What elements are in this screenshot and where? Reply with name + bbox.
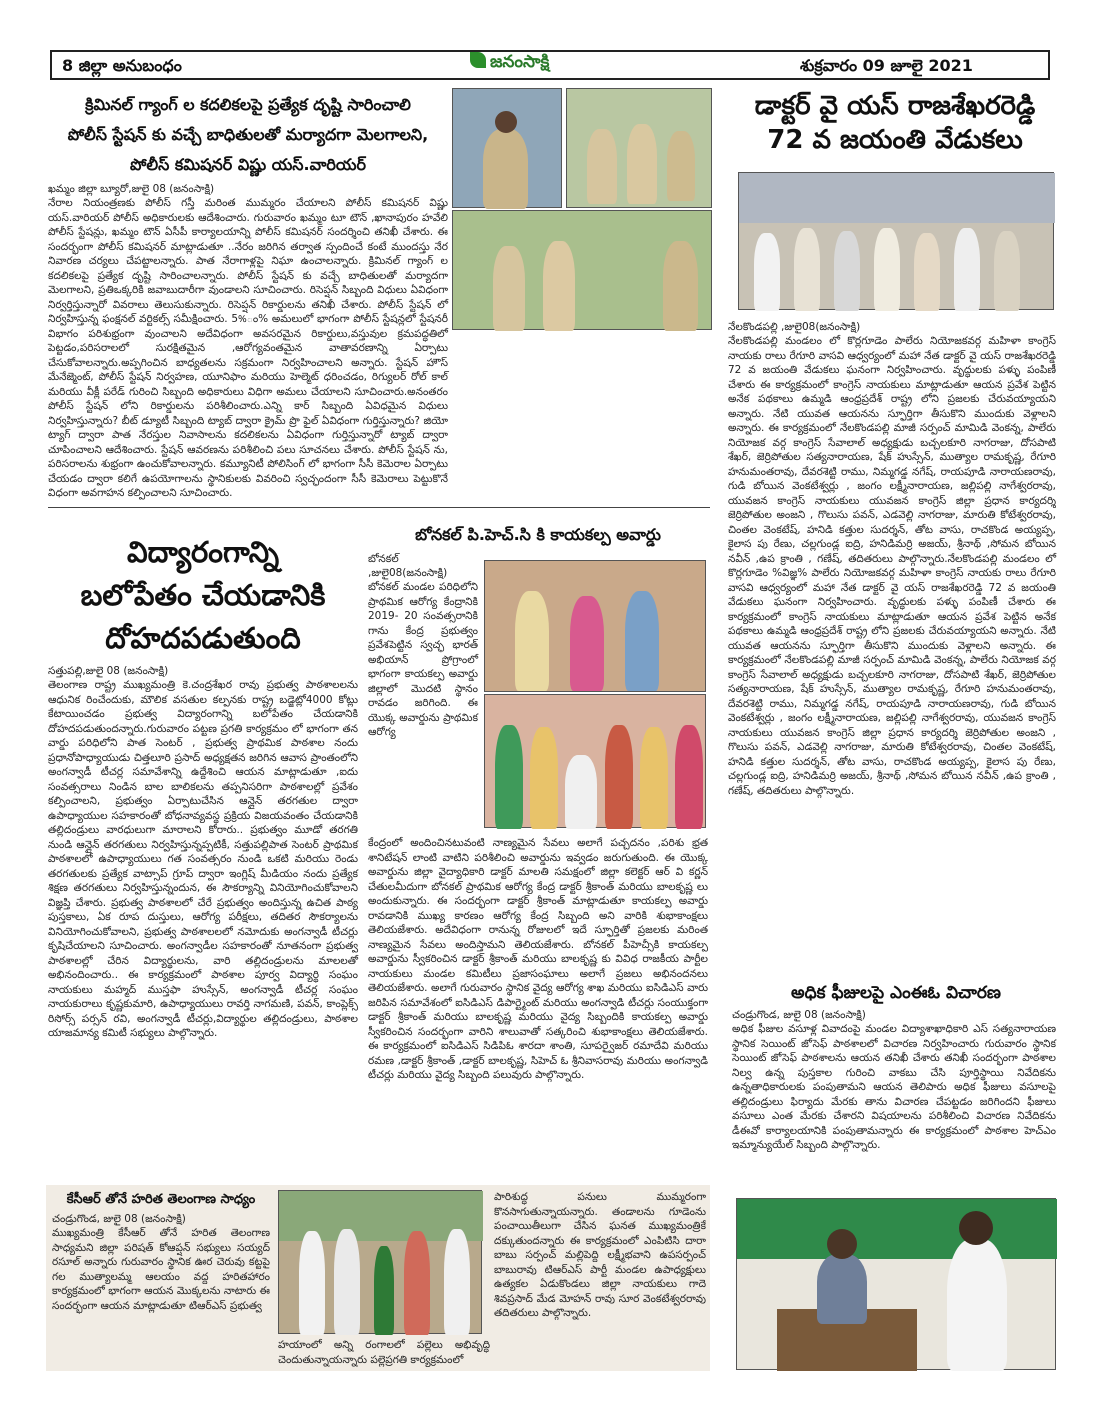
- story1-headline-2: పోలీస్ స్టేషన్ కు వచ్చే బాధితులతో మర్యాదగా మెలగాలని,: [67, 125, 429, 144]
- story1-body: నేరాల నియంత్రణకు పోలీస్ గస్తీ మరింత ముమ్మరం చేయాలని పోలీస్ కమిషనర్ విష్ణు యస్.వారియర్ పోలీస్ అధికారులకు ఆదేశించారు. గురువారం ఖమ్మం టూ టౌన్ ,ఖానాపురం హవేలి పోలీస్ స్టేషన్లు, ఖమ్మం టౌన్ ఏసీపీ కార్యాలయాన్ని పోలీస్ కమిషనర్ సందర్శించి తనిఖీ చేశారు. ఈ సందర్భంగా పోలీస్ కమిషనర్ మాట్లాడుతూ ..నేరం జరిగిన తర్వాత స్పందించే కంటే ముందస్తు నేర నివారణ చర్యలు చేపట్టాలన్నారు. పాత నేరాగాళ్లపై నిఘా ఉంచాలన్నారు. క్రిమినల్ గ్యాంగ్ ల కదలికలపై ప్రత్యేక దృష్టి సారించాలన్నారు. పోలీస్ స్టేషన్ కు వచ్చే బాధితులతో మర్యాదగా మెలగాలని, ప్రతిఒక్కరికి జవాబుదారీగా వుండాలని సూచించారు. రిసెప్షన్ సిబ్బంది విధులు ఏవిధంగా నిర్వర్తిస్తున్నారో వివరాలు తెలుసుకున్నారు. రిసెప్షన్ రికార్డులను తనిఖీ చేశారు. పోలీస్ స్టేషన్ లో నిర్వహిస్తున్న ఫంక్షనల్ వర్టికల్స్ సమీక్షించారు. 5%ం% అమలులో భాగంగా పోలీస్ స్టేషన్లలో స్టేషనరీ విభాగం పరిశుభ్రంగా వుంచాలని అదేవిధంగా అవసరమైన రికార్డులు,వస్తువుల క్రమపద్ధతిలో పెట్టడం,పరిసరాలలో సురక్షితమైన ,ఆరోగ్యవంతమైన వాతావరణాన్ని ఏర్పాటు చేసుకోవాలన్నారు.అప్పగించిన బాధ్యతలను సక్రమంగా నిర్వహించాలని అన్నారు. స్టేషన్ హౌస్ మేనేజ్మెంట్, పోలీస్ స్టేషన్ నిర్వహణ, యూనిఫాం మరియు హెల్మెట్ ధరించడం, రిగ్యులర్ రోల్ కాల్ మరియు వీక్లీ పరేడ్ గురించి సిబ్బంది అధికారులు విధిగా అమలు చేయాలని సూచించారు.అనంతరం పోలీస్ స్టేషన్ లోని రికార్డులను పరిశీలించారు.ఎన్ని కార్ సిబ్బంది ఏవిధమైన విధులు నిర్వహిస్తున్నారు? బీట్ డ్యూటీ సిబ్బంది ట్యాబ్ ద్వారా క్రైమ్ ప్రొ ఫైల్ ఏవిధంగా గుర్తిస్తున్నారు? జియో ట్యాగ్ ద్వారా పాత నేరస్తుల నివాసాలను కదలికలను ఏవిధంగా గుర్తిస్తున్నారో ట్యాబ్ ద్వారా చూపించాలని ఆదేశించారు. స్టేషన్ ఆవరణను పరిశీలించి పలు సూచనలు చేశారు. పోలీస్ స్టేషన్ ను, పరిసరాలను శుభ్రంగా ఉంచుకోవాలన్నారు. కమ్యూనిటీ పోలిసింగ్ లో భాగంగా సీసీ కెమెరాల ఏర్పాటు చేయడం ద్వారా కలిగే ఉపయోగాలను స్థానికులకు వివరించి స్వచ్ఛందంగా సీసీ కెమెరాలు పెట్టుకొనే విధంగా అవగాహన కల్పించాలని సూచించారు.: [48, 197, 448, 499]
- story2-dateline: నేలకొండపల్లి ,జులై08(జనంసాక్షి): [728, 321, 861, 333]
- story6-body-left: ముఖ్యమంత్రి కేసీఆర్ తోనే హరిత తెలంగాణ సాధ్యమని జిల్లా పరిషత్ కోఆప్షన్ సభ్యులు సయ్యద్ రసూల్ అన్నారు గురువారం స్థానిక ఊర చెరువు కట్టపై గల ముత్యాలమ్మ ఆలయం వద్ద హరితహారం కార్యక్రమంలో భాగంగా ఆయన మొక్కలను నాటారు ఈ సందర్భంగా ఆయన మాట్లాడుతూ టిఆర్ఎస్ ప్రభుత్వ: [52, 1227, 270, 1312]
- story1-headline-1: క్రిమినల్ గ్యాంగ్ ల కదలికలపై ప్రత్యేక దృష్టి సారించాలి: [85, 95, 411, 114]
- story6-dateline: చండ్రుగొండ, జులై 08 (జనంసాక్షి): [52, 1213, 186, 1225]
- story6-headline: కేసీఆర్ తోనే హరిత తెలంగాణ సాధ్యం: [66, 1192, 256, 1207]
- story4-body-narrow: బోనకల్ మండల పరిధిలోని ప్రాథమిక ఆరోగ్య కేంద్రానికి 2019- 20 సంవత్సరానికి గాను కేంద్ర ప్రభుత్వం ప్రవేశపెట్టిన స్వచ్ఛ భారత్ అభియాన్ ప్రోగ్రాంలో భాగంగా కాయకల్ప అవార్డు జిల్లాలో మొదటి స్థానం రావడం జరిగింది. ఈ యొక్క అవార్డును ప్రాథమిక ఆరోగ్య: [368, 581, 478, 738]
- page-label: 8 జిల్లా అనుబంధం: [62, 56, 182, 75]
- story1-dateline: ఖమ్మం జిల్లా బ్యూరో,జులై 08 (జనంసాక్షి): [48, 183, 215, 195]
- story3-dateline: సత్తుపల్లి,జులై 08 (జనంసాక్షి): [48, 665, 169, 677]
- story6-body-under-photo: హయాంలో అన్ని రంగాలలో పల్లెలు అభివృద్ధి చెందుతున్నాయన్నారు పల్లెప్రగతి కార్యక్రమంలో: [278, 1339, 490, 1366]
- story5-dateline: చండ్రుగొండ, జులై 08 (జనంసాక్షి): [732, 1009, 866, 1021]
- story4-dateline: బోనకల్ ,జులై08(జనంసాక్షి): [368, 553, 448, 579]
- story1-photo-1: [452, 88, 562, 208]
- story3-headline-1: విద్యారంగాన్ని: [126, 535, 280, 569]
- story3-body: తెలంగాణ రాష్ట్ర ముఖ్యమంత్రి కె.చంద్రశేఖర రావు ప్రభుత్వ పాఠశాలలను ఆధునిక రించేందుకు, మౌలిక వసతుల కల్పనకు రాష్ట్ర బడ్జెట్లో4000 కోట్లు కేటాయించడం ప్రభుత్వ విద్యారంగాన్ని బలోపేతం చేయడానికి దోహదపడుతుందన్నారు.గురువారం పట్టణ ప్రగతి కార్యక్రమం లో భాగంగా తన వార్డు పరిధిలోని పాత సెంటర్ , ప్రభుత్వ ప్రాథమిక పాఠశాల నందు ప్రధానోపాధ్యాయుడు చిత్తలూరి ప్రసాద్ అధ్యక్షతన జరిగిన ఆవాస ప్రాంతంలోని అంగన్వాడీ టీచర్ల సమావేశాన్ని ఉద్దేశించి ఆయన మాట్లాడుతూ ,ఐదు సంవత్సరాలు నిండిన బాల బాలికలను తప్పనిసరిగా పాఠశాలల్లో ప్రవేశం కల్పించాలని, ప్రభుత్వం ఏర్పాటుచేసిన ఆన్లైన్ తరగతుల ద్వారా ఉపాధ్యాయుల సహకారంతో బోధనావ్యవస్థ ప్రక్రియ విజయవంతం చేయడానికి తల్లిదండ్రులు వారధులుగా మారాలని కోరారు.. ప్రభుత్వం మూడో తరగతి నుండి ఆన్లైన్ తరగతులు నిర్వహిస్తున్నప్పటికీ, సత్తుపల్లిపాత సెంటర్ ప్రాథమిక పాఠశాలలో ఉపాధ్యాయులు గత సంవత్సరం నుండి ఒకటి మరియు రెండు తరగతులకు ప్రత్యేక వాట్సాప్ గ్రూప్ ద్వారా ఇంగ్లిష్ మీడియం నందు ప్రత్యేక శిక్షణ తరగతులు నిర్వహిస్తున్నందున, ఈ సౌకర్యాన్ని వినియోగించుకోవాలని విజ్ఞప్తి చేశారు. ప్రభుత్వ పాఠశాలలో చేరే ప్రభుత్వం అందిస్తున్న ఉచిత పాఠ్య పుస్తకాలు, ఏక రూప దుస్తులు, ఆరోగ్య పరీక్షలు, తదితర సౌకర్యాలను వినియోగించుకోవాలని, ప్రభుత్వ పాఠశాలలలో నమోదుకు అంగన్వాడీ టీచర్లు కృషిచేయాలని సూచించారు. అంగన్వాడీల సహకారంతో నూతనంగా ప్రభుత్వ పాఠశాలల్లో చేరిన విద్యార్థులను, వారి తల్లిదండ్రులను మాలలతో అభినందించారు.. ఈ కార్యక్రమంలో పాఠశాల పూర్వ విద్యార్థి సంఘం నాయకులు మహ్మద్ ముస్తఫా హుస్సేన్, అంగన్వాడీ టీచర్ల సంఘం నాయకురాలు కృష్ణకుమారి, ఉపాధ్యాయులు రావర్తి నాగమణి, పవన్, కాంప్లెక్స్ రిసోర్స్ పర్సన్ రవి, అంగన్వాడీ టీచర్లు,విద్యార్థుల తల్లిదండ్రులు, పాఠశాల యాజమాన్య కమిటీ సభ్యులు పాల్గొన్నారు.: [48, 679, 358, 1039]
- divider: [48, 507, 710, 508]
- story1-photo-3: [452, 210, 712, 330]
- story6-body-right: పారిశుద్ధ పనులు ముమ్మరంగా కొనసాగుతున్నాయన్నారు. తండాలను గూడెంను పంచాయితీలుగా చేసిన ఘనత ముఖ్యమంత్రికే దక్కుతుందన్నారు ఈ కార్యక్రమంలో ఎంపిటిసి దారా బాబు సర్పంచ్ మల్లిపెద్ది లక్ష్మీభవాని ఉపసర్పంచ్ బాబురావు టిఆర్ఎస్ పార్టీ మండల ఉపాధ్యక్షులు ఉత్యకల ఏడుకొండలు జిల్లా నాయకులు గాదె శివప్రసాద్ మేడ మోహన్ రావు సూర వెంకటేశ్వరరావు తదితరులు పాల్గొన్నారు.: [494, 1191, 706, 1319]
- story4-photo-2: [484, 694, 706, 828]
- story3-headline-2: బలోపేతం చేయడానికి: [80, 578, 326, 612]
- story4-photo-1: [484, 560, 706, 692]
- brand-name: జనంసాక్షి: [490, 52, 550, 72]
- story5-photo: [736, 1198, 1056, 1370]
- story2-headline-1: డాక్టర్ వై యస్ రాజశేఖరరెడ్డి: [754, 91, 1036, 121]
- story3-headline-3: దోహదపడుతుంది: [105, 621, 301, 655]
- issue-date: శుక్రవారం 09 జూలై 2021: [800, 56, 973, 75]
- story6-photo: [278, 1190, 482, 1334]
- story1-photo-2: [566, 88, 712, 208]
- story4-body-wide: కేంద్రంలో అందించినటువంటి నాణ్యమైన సేవలు అలాగే పచ్చదనం ,పరిశు భ్రత శానిటేషన్ లాంటి వాటిని పరిశీలించి అవార్డును ఇవ్వడం జరుగుతుంది. ఈ యొక్క అవార్డును జిల్లా వైద్యాధికారి డాక్టర్ మాలతి సమక్షంలో జిల్లా కలెక్టర్ ఆర్ వి కర్ణన్ చేతులమీదుగా బోనకల్ ప్రాథమిక ఆరోగ్య కేంద్ర డాక్టర్ శ్రీకాంత్ మరియు బాలకృష్ణ లు అందుకున్నారు. ఈ సందర్భంగా డాక్టర్ శ్రీకాంత్ మాట్లాడుతూ కాయకల్ప అవార్డు రావడానికి ముఖ్య కారణం ఆరోగ్య కేంద్ర సిబ్బంది అని వారికి శుభాకాంక్షలు తెలియజేశారు. అదేవిధంగా రానున్న రోజులలో ఇదే స్ఫూర్తితో ప్రజలకు మరింత నాణ్యమైన సేవలు అందిస్తామని తెలియజేశారు. బోనకల్ పీహెచ్సీకి కాయకల్ప అవార్డును స్వీకరించిన డాక్టర్ శ్రీకాంత్ మరియు బాలకృష్ణ కు వివిధ రాజకీయ పార్టీల నాయకులు మండల కమిటీలు ప్రజాసంఘాలు అలాగే ప్రజలు అభినందనలు తెలియజేశారు. అలాగే గురువారం స్థానిక వైద్య ఆరోగ్య శాఖ మరియు ఐసిడిఎస్ వారు జరిపిన సమావేశంలో ఐసిడిఎస్ డిపార్ట్మెంట్ మరియు అంగన్వాడి టీచర్లు సంయుక్తంగా డాక్టర్ శ్రీకాంత్ మరియు బాలకృష్ణ మరియు వైద్య సిబ్బందికి కాయకల్ప అవార్డు స్వీకరించిన సందర్భంగా వారిని శాలువాతో సత్కరించి శుభాకాంక్షలు తెలియజేశారు. ఈ కార్యక్రమంలో ఐసిడిఎస్ సిడిపిఓ శారదా శాంతి, సూపర్వైజర్ రమాదేవి మరియు రమణ ,డాక్టర్ శ్రీకాంత్ ,డాక్టర్ బాలకృష్ణ, సిహెచ్ ఓ శ్రీనివాసరావు మరియు అంగన్వాడి టీచర్లు మరియు వైద్య సిబ్బంది పలువురు పాల్గొన్నారు.: [368, 837, 708, 1081]
- story2-headline-2: 72 వ జయంతి వేడుకలు: [767, 125, 1023, 155]
- story5-body: అధిక ఫీజుల వసూళ్ల వివాదంపై మండల విద్యాశాఖాధికారి ఎస్ సత్యనారాయణ స్థానిక సెయింట్ జోసెఫ్ పాఠశాలలో విచారణ నిర్వహించారు గురువారం స్థానిక సెయింట్ జోసెఫ్ పాఠశాలను ఆయన తనిఖీ చేశారు తనిఖీ సందర్భంగా పాఠశాల నిల్వ ఉన్న పుస్తకాల గురించి వాకబు చేసి పూర్తిస్థాయి నివేదికను ఉన్నతాధికారులకు పంపుతామని ఆయన తెలిపారు అధిక ఫీజులు వసూలపై తల్లిదండ్రులు ఫిర్యాదు మేరకు తాను విచారణ చేపట్టడం జరిగిందని ఫీజులు వసూలు ఎంత మేరకు చేశారని విషయాలను పరిశీలించి విచారణ నివేదికను డీఈవో కార్యాలయానికి పంపుతామన్నారు ఈ కార్యక్రమంలో పాఠశాల హెచ్ఎం ఇమ్మాన్యుయేల్ సిబ్బంది పాల్గొన్నారు.: [732, 1023, 1056, 1151]
- story4-headline: బోనకల్ పి.హెచ్.సి కి కాయకల్ప అవార్డు: [415, 525, 661, 544]
- story2-photo: [738, 172, 1054, 310]
- story5-headline: అధిక ఫీజులపై ఎంఈఓ విచారణ: [791, 983, 1001, 1003]
- story1-headline-3: పోలీస్ కమిషనర్ విష్ణు యస్.వారియర్: [130, 155, 366, 174]
- leaf-logo-icon: [470, 52, 486, 68]
- story2-body: నేలకొండపల్లి మండలం లో కొర్లగూడెం పాలేరు నియోజకవర్గ మహిళా కాంగ్రెస్ నాయకు రాలు రేగూరి వాసవి ఆధ్వర్యంలో మహా నేత డాక్టర్ వై యస్ రాజశేఖరరెడ్డి 72 వ జయంతి వేడుకలు ఘనంగా నిర్వహించారు. వృద్ధులకు పళ్ళు పంపిణీ చేశారు ఈ కార్యక్రమంలో కాంగ్రెస్ నాయకులు మాట్లాడుతూ ఆయన ప్రవేశ పెట్టిన అనేక పథకాలు ఉమ్మడి ఆంధ్రప్రదేశ్ రాష్ట్ర లోని ప్రజలకు చేరువయ్యాయని అన్నారు. నేటి యువత ఆయనను స్ఫూర్తిగా తీసుకొని ముందుకు వెళ్లాలని అన్నారు. ఈ కార్యక్రమంలో నేలకొండపల్లి మాజీ సర్పంచ్ మామిడి వెంకన్న, పాలేరు నియోజక వర్గ కాంగ్రెస్ సేవాలాల్ అధ్యక్షుడు బచ్చలకూరి నాగరాజు, దోసపాటి శేఖర్, జెర్రిపోతుల సత్యనారాయణ, షేక్ హుస్సేన్, ముత్యాల రామకృష్ణ, రేగూరి హనుమంతరావు, దేవరశెట్టి రాము, నిమ్మగడ్డ నగేష్, రాయపూడి నారాయణరావు, గుడి బోయిన వెంకటేశ్వర్లు , జంగం లక్ష్మీనారాయణ, జల్లిపల్లి నాగేశ్వరరావు, యువజన కాంగ్రెస్ నాయకులు యువజన కాంగ్రెస్ జిల్లా ప్రధాన కార్యదర్శి జెర్రిపోతుల అంజని , గొలుసు పవన్, ఎడవెల్లి నాగరాజు, మారుతి కోటేశ్వరరావు, చింతల వెంకటేష్, హనిడి కత్తుల సుదర్శన్, తోట వాసు, రాచకొండ అయ్యప్ప, కైలాస పు రేణు, చల్లగుండ్ల ఐద్రి, హనిడిమర్రి అజయ్, శ్రీనాథ్ ,సోమన బోయిన నవీన్ ,ఉప క్రాంతి , గణేష్, తదితరులు పాల్గొన్నారు.నేలకొండపల్లి మండలం లో కొర్లగూడెం %విజ్ఞ% పాలేరు నియోజకవర్గ మహిళా కాంగ్రెస్ నాయకు రాలు రేగూరి వాసవి ఆధ్వర్యంలో మహా నేత డాక్టర్ వై యస్ రాజశేఖరరెడ్డి 72 వ జయంతి వేడుకలు ఘనంగా నిర్వహించారు. వృద్ధులకు పళ్ళు పంపిణీ చేశారు ఈ కార్యక్రమంలో కాంగ్రెస్ నాయకులు మాట్లాడుతూ ఆయన ప్రవేశ పెట్టిన అనేక పథకాలు ఉమ్మడి ఆంధ్రప్రదేశ్ రాష్ట్ర లోని ప్రజలకు చేరువయ్యాయని అన్నారు. నేటి యువత ఆయనను స్ఫూర్తిగా తీసుకొని ముందుకు వెళ్లాలని అన్నారు. ఈ కార్యక్రమంలో నేలకొండపల్లి మాజీ సర్పంచ్ మామిడి వెంకన్న, పాలేరు నియోజక వర్గ కాంగ్రెస్ సేవాలాల్ అధ్యక్షుడు బచ్చలకూరి నాగరాజు, దోసపాటి శేఖర్, జెర్రిపోతుల సత్యనారాయణ, షేక్ హుస్సేన్, ముత్యాల రామకృష్ణ, రేగూరి హనుమంతరావు, దేవరశెట్టి రాము, నిమ్మగడ్డ నగేష్, రాయపూడి నారాయణరావు, గుడి బోయిన వెంకటేశ్వర్లు , జంగం లక్ష్మీనారాయణ, జల్లిపల్లి నాగేశ్వరరావు, యువజన కాంగ్రెస్ నాయకులు యువజన కాంగ్రెస్ జిల్లా ప్రధాన కార్యదర్శి జెర్రిపోతుల అంజని , గొలుసు పవన్, ఎడవెల్లి నాగరాజు, మారుతి కోటేశ్వరరావు, చింతల వెంకటేష్, హనిడి కత్తుల సుదర్శన్, తోట వాసు, రాచకొండ అయ్యప్ప, కైలాస పు రేణు, చల్లగుండ్ల ఐద్రి, హనిడిమర్రి అజయ్, శ్రీనాథ్ ,సోమన బోయిన నవీన్ ,ఉప క్రాంతి , గణేష్, తదితరులు పాల్గొన్నారు.: [728, 335, 1056, 797]
